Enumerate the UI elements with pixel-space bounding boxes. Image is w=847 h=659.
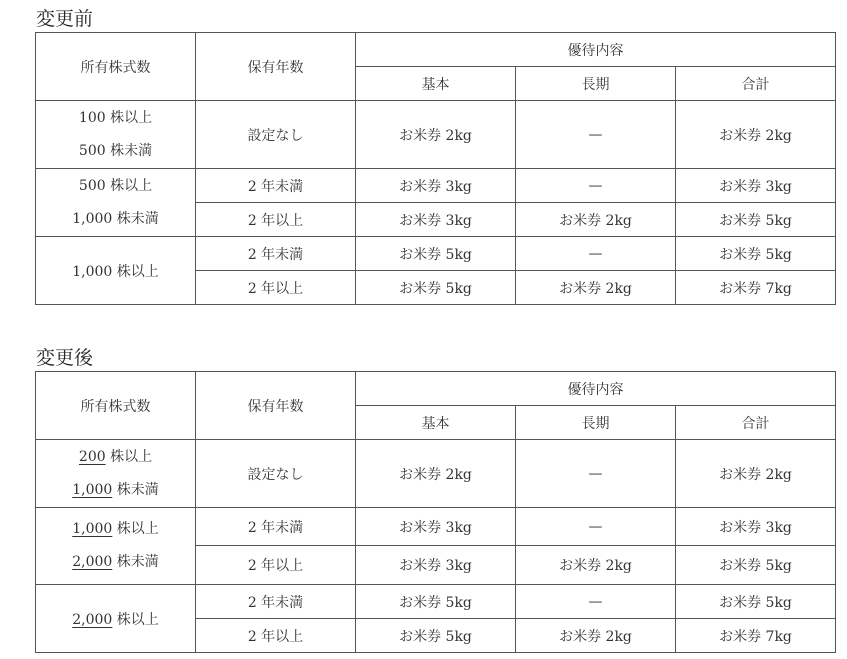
shares-number: 1,000 [72,263,113,280]
shares-line [36,441,195,474]
shares-suffix: 株以上 [105,109,153,126]
shares-line [36,546,195,579]
header-basic: 基本 [356,406,516,440]
header-row [36,33,836,67]
header-shares: 所有株式数 [36,372,196,440]
long-cell: お米券 2kg [516,619,676,653]
header-basic: 基本 [356,67,516,101]
long-cell: — [516,101,676,169]
shares-suffix: 株未満 [112,554,159,570]
table-row [36,237,836,271]
years-cell: 2 年以上 [196,271,356,305]
shares-number: 100 [78,109,106,126]
header-shares: 所有株式数 [36,33,196,101]
years-cell: 2 年未満 [196,508,356,546]
long-cell: — [516,169,676,203]
total-cell: お米券 2kg [676,101,836,169]
after-benefit-table [35,371,836,653]
basic-cell: お米券 3kg [356,203,516,237]
years-cell: 2 年未満 [196,585,356,619]
table-row [36,101,836,169]
years-cell: 設定なし [196,101,356,169]
years-cell: 2 年未満 [196,237,356,271]
header-total: 合計 [676,67,836,101]
header-years: 保有年数 [196,33,356,101]
long-cell: — [516,237,676,271]
long-cell: — [516,440,676,508]
basic-cell: お米券 3kg [356,546,516,585]
shares-line [36,170,195,203]
shares-line [36,102,195,135]
shares-suffix: 株未満 [112,210,159,227]
total-cell: お米券 3kg [676,169,836,203]
basic-cell: お米券 5kg [356,237,516,271]
basic-cell: お米券 5kg [356,619,516,653]
shares-line [36,474,195,507]
shares-suffix: 株以上 [105,177,153,194]
long-cell: お米券 2kg [516,546,676,585]
shares-suffix: 株以上 [112,611,159,628]
shares-number-changed: 1,000 [72,521,113,537]
shares-suffix: 株未満 [112,481,159,498]
header-row [36,372,836,406]
table-row [36,585,836,619]
basic-cell: お米券 2kg [356,101,516,169]
shares-cell [36,585,196,653]
basic-cell: お米券 3kg [356,508,516,546]
before-section-title: 変更前 [36,8,94,30]
shares-line [36,135,195,168]
shares-number: 500 [78,177,106,194]
shares-suffix: 株以上 [105,448,153,465]
header-benefit: 優待内容 [356,372,836,406]
shares-number-changed: 200 [78,448,106,465]
shares-cell [36,508,196,585]
total-cell: お米券 5kg [676,585,836,619]
years-cell: 2 年以上 [196,546,356,585]
basic-cell: お米券 5kg [356,585,516,619]
shares-suffix: 株未満 [105,142,153,159]
years-cell: 2 年以上 [196,619,356,653]
header-long: 長期 [516,67,676,101]
after-section-title: 変更後 [36,347,94,369]
shares-suffix: 株以上 [112,521,159,537]
total-cell: お米券 7kg [676,619,836,653]
shares-cell [36,169,196,237]
table-row [36,440,836,508]
total-cell: お米券 5kg [676,203,836,237]
long-cell: — [516,585,676,619]
shares-suffix: 株以上 [112,263,159,280]
header-long: 長期 [516,406,676,440]
basic-cell: お米券 2kg [356,440,516,508]
years-cell: 2 年以上 [196,203,356,237]
shares-line [36,513,195,546]
shares-number-changed: 2,000 [72,554,113,570]
long-cell: お米券 2kg [516,203,676,237]
shares-number: 500 [78,142,106,159]
table-row [36,508,836,546]
long-cell: — [516,508,676,546]
shares-number-changed: 1,000 [72,481,113,498]
shares-line [36,203,195,236]
shares-cell [36,440,196,508]
header-years: 保有年数 [196,372,356,440]
shares-cell [36,101,196,169]
total-cell: お米券 2kg [676,440,836,508]
total-cell: お米券 5kg [676,237,836,271]
basic-cell: お米券 3kg [356,169,516,203]
total-cell: お米券 3kg [676,508,836,546]
years-cell: 設定なし [196,440,356,508]
table-row [36,169,836,203]
long-cell: お米券 2kg [516,271,676,305]
header-total: 合計 [676,406,836,440]
basic-cell: お米券 5kg [356,271,516,305]
shares-cell [36,237,196,305]
shares-number: 1,000 [72,210,113,227]
header-benefit: 優待内容 [356,33,836,67]
total-cell: お米券 7kg [676,271,836,305]
shares-number-changed: 2,000 [72,611,113,628]
total-cell: お米券 5kg [676,546,836,585]
years-cell: 2 年未満 [196,169,356,203]
before-benefit-table [35,32,836,305]
